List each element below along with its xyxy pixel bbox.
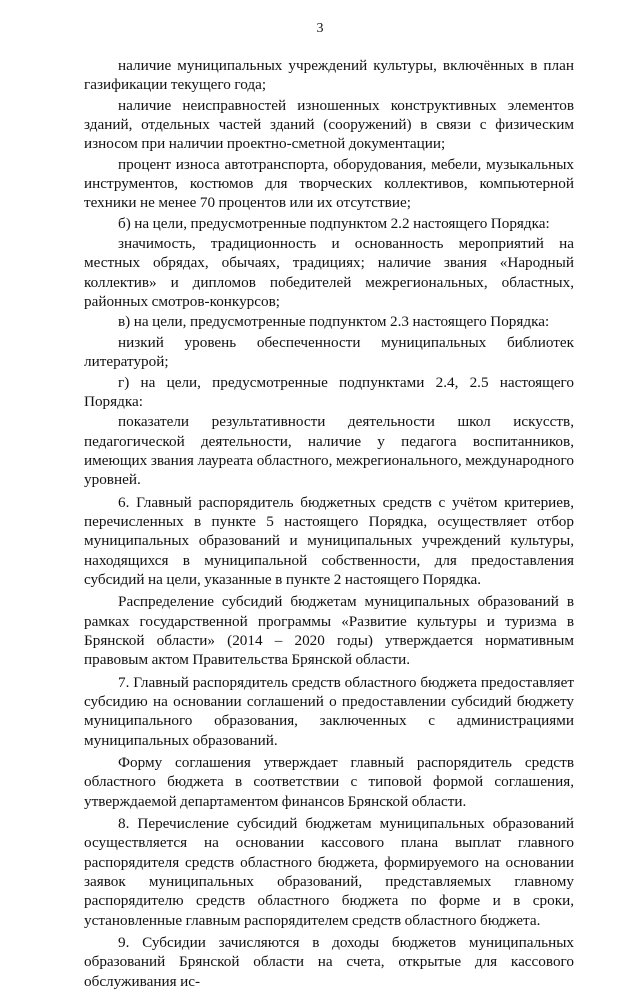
paragraph-art-schools: показатели результативности деятельности школ искусств, педагогической деятельности, наличие у педагога воспитанников, имеющих звания лауреата областного, межрегионального, международного уровней. — [84, 413, 574, 489]
paragraph-subitem-g: г) на цели, предусмотренные подпунктами 2.4, 2.5 настоящего Порядка: — [84, 373, 574, 410]
document-body — [84, 56, 574, 992]
page-number: 3 — [316, 21, 324, 36]
paragraph-traditions: значимость, традиционность и основанность мероприятий на местных обрядах, обычаях, традициях; наличие звания «Народный коллектив» и дипломов победителей межрегиональных, областных, районных смотров-конкурсов; — [84, 235, 574, 311]
paragraph-item-9: 9. Субсидии зачисляются в доходы бюджетов муниципальных образований Брянской области на счета, открытые для кассового обслуживания ис- — [84, 934, 574, 990]
paragraph-libraries: низкий уровень обеспеченности муниципальных библиотек литературой; — [84, 333, 574, 371]
paragraph-subitem-b: б) на цели, предусмотренные подпунктом 2.2 настоящего Порядка: — [118, 214, 550, 232]
paragraph-equipment-wear: процент износа автотранспорта, оборудования, мебели, музыкальных инструментов, костюмов для творческих коллективов, компьютерной техники не менее 70 процентов или их отсутствие; — [84, 155, 574, 212]
paragraph-distribution: Распределение субсидий бюджетам муниципальных образований в рамках государственной программы «Развитие культуры и туризма в Брянской области» (2014 – 2020 годы) утверждается нормативным правовым актом Правительства Брянской области. — [84, 593, 574, 669]
paragraph-subitem-v: в) на цели, предусмотренные подпунктом 2.3 настоящего Порядка: — [118, 313, 550, 331]
paragraph-item-6: 6. Главный распорядитель бюджетных средств с учётом критериев, перечисленных в пункте 5 настоящего Порядка, осуществляет отбор муниципальных образований и муниципальных учреждений культуры, находящихся в муниципальной собственности, для предоставления субсидий на цели, указанные в пункте 2 настоящего Порядка. — [84, 493, 574, 588]
paragraph-agreement-form: Форму соглашения утверждает главный распорядитель средств областного бюджета в соответствии с типовой формой соглашения, утверждаемой департаментом финансов Брянской области. — [84, 754, 574, 810]
paragraph-gasification: наличие муниципальных учреждений культуры, включённых в план газификации текущего года; — [84, 57, 574, 94]
paragraph-item-8: 8. Перечисление субсидий бюджетам муниципальных образований осуществляется на основании кассового плана выплат главного распорядителя средств областного бюджета, формируемого на основании заявок муниципальных образований, представляемых главному распорядителю средств областного бюджета по форме и в сроки, установленные главным распорядителем средств областного бюджета. — [84, 815, 574, 929]
paragraph-building-defects: наличие неисправностей изношенных конструктивных элементов зданий, отдельных частей зданий (сооружений) в связи с физическим износом при наличии проектно-сметной документации; — [84, 96, 574, 153]
paragraph-item-7: 7. Главный распорядитель средств областного бюджета предоставляет субсидию на основании соглашений о предоставлении субсидий бюджету муниципального образования, заключенных с администрациями муниципальных образований. — [84, 673, 574, 749]
